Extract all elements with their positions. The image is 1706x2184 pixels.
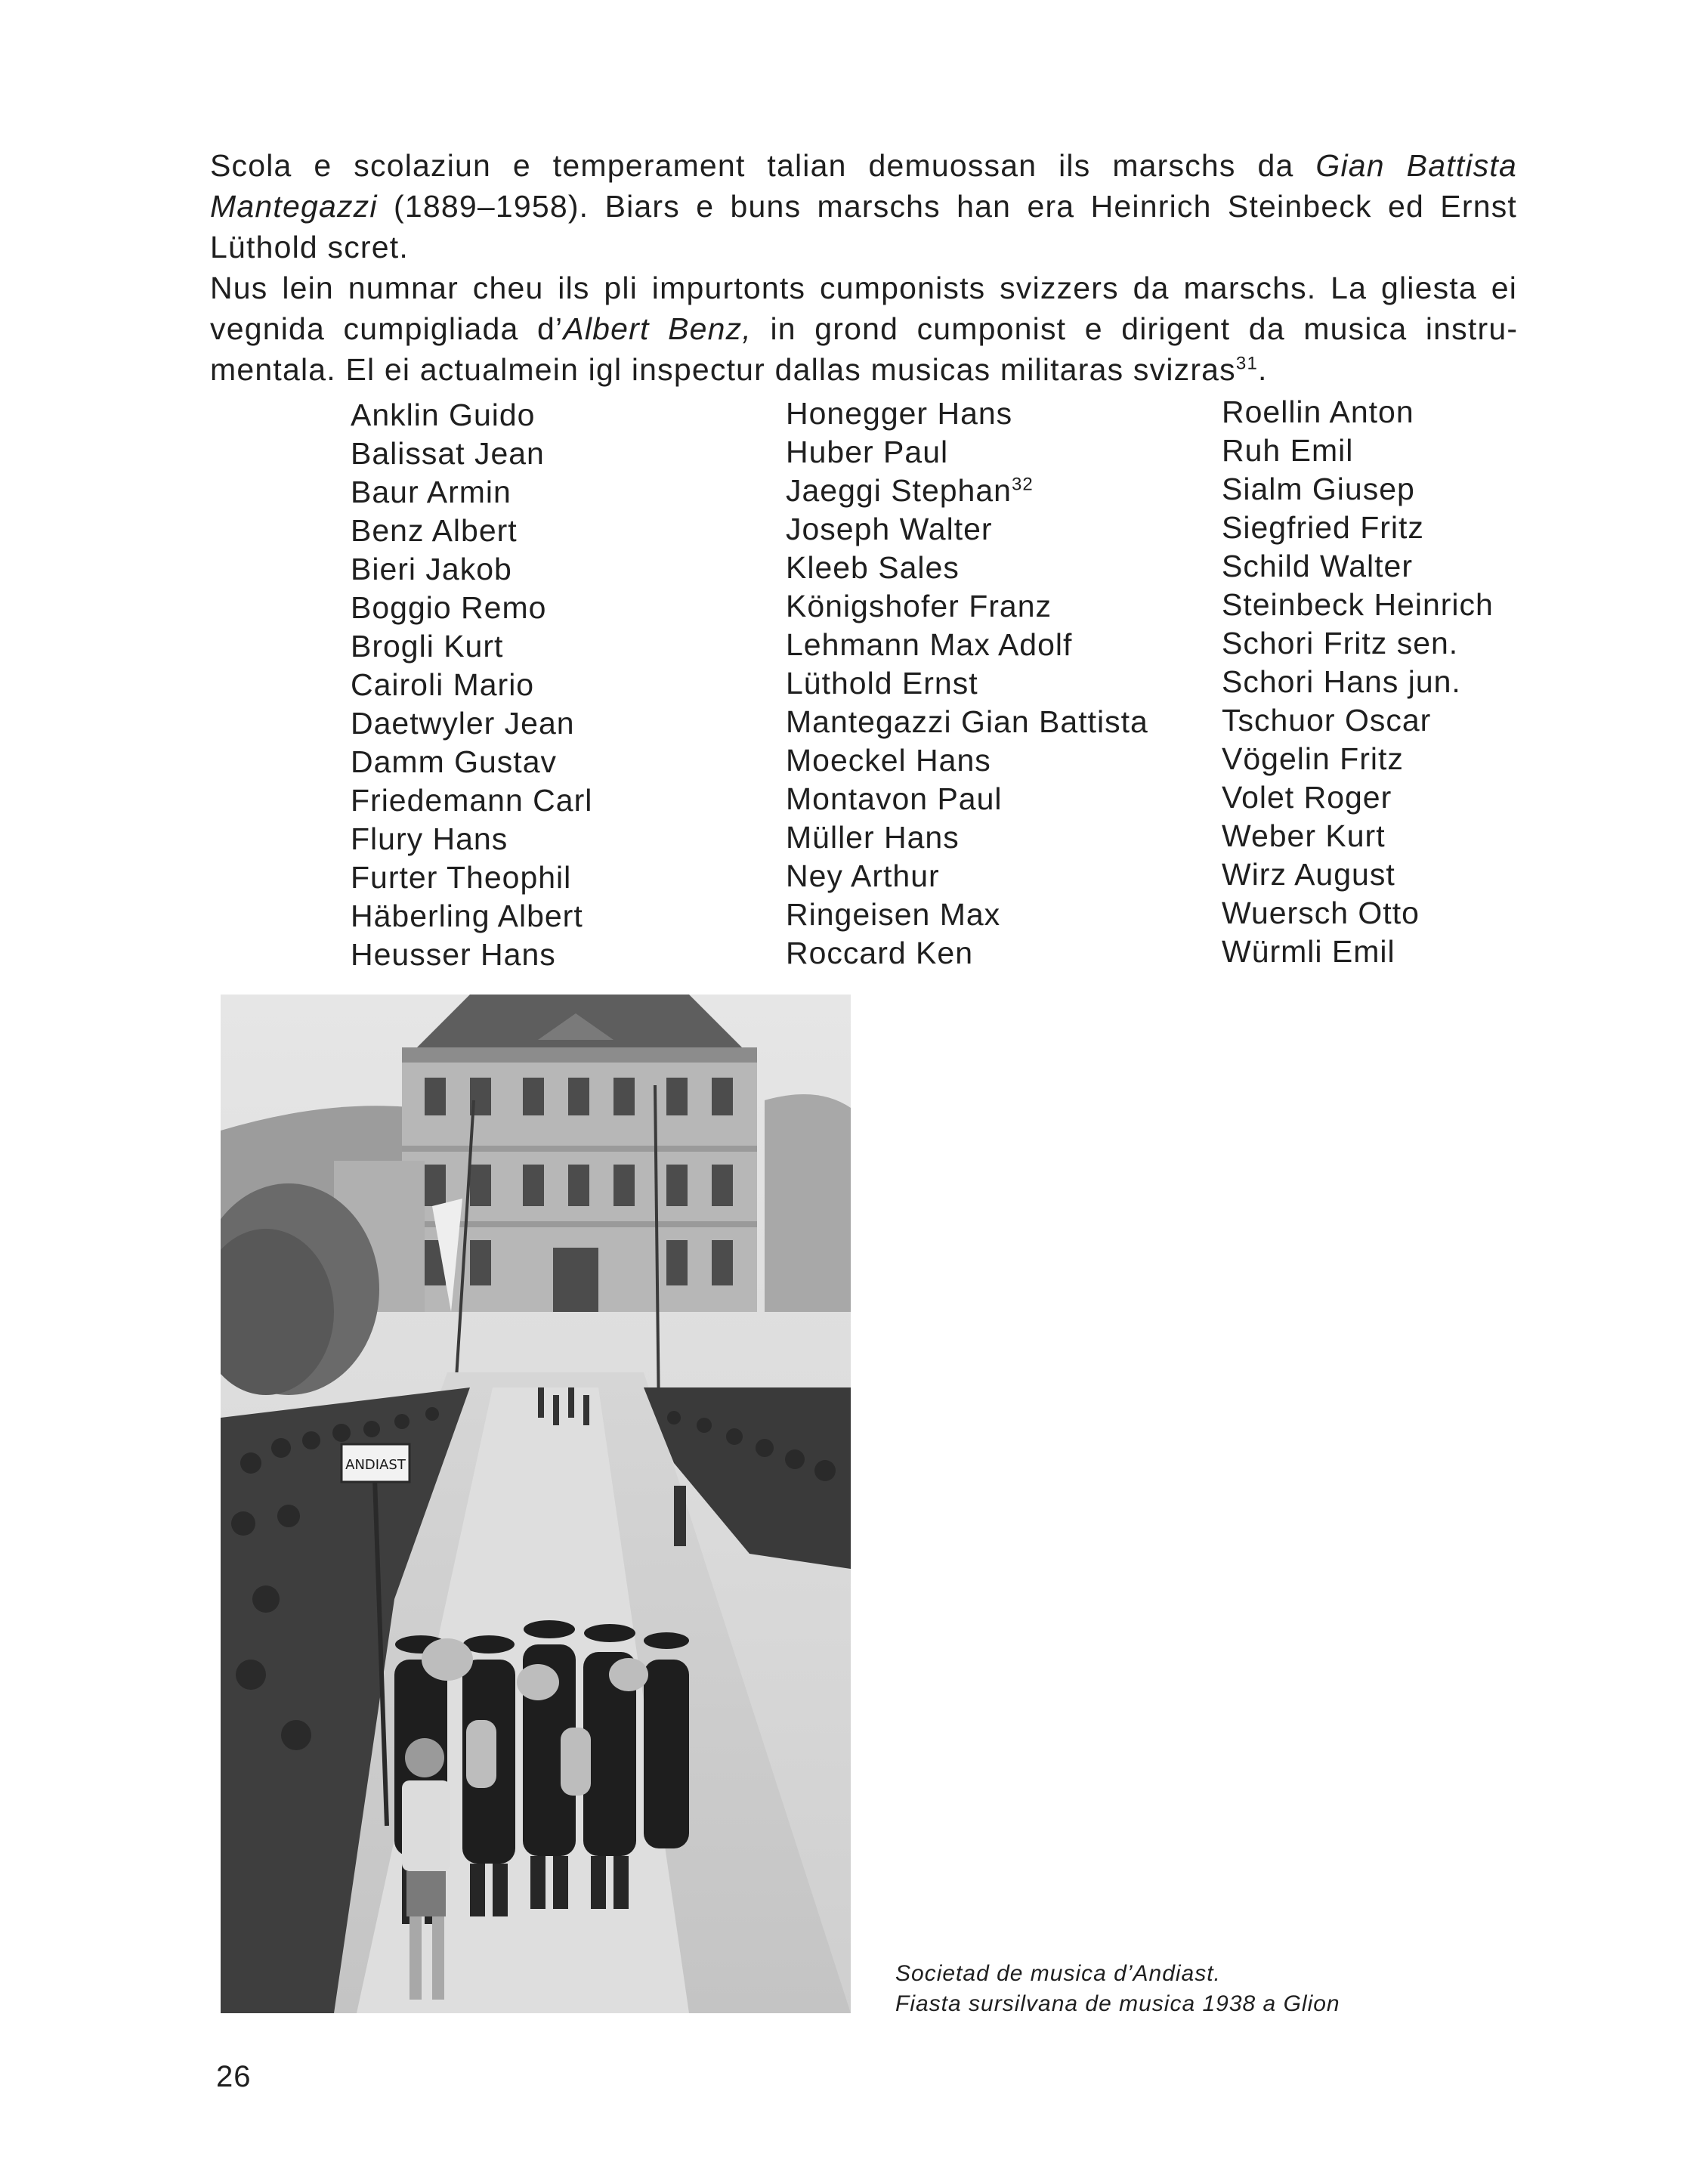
caption-line-2: Fiasta sursilvana de musica 1938 a Glion: [895, 1991, 1340, 2016]
list-item: [786, 472, 1148, 510]
list-item: Furter Theophil: [351, 860, 572, 895]
list-item: Boggio Remo: [351, 590, 547, 625]
list-item: Friedemann Carl: [351, 783, 593, 818]
footnote-marker-31: 31: [1235, 353, 1258, 374]
list-item: Ringeisen Max: [786, 897, 1001, 932]
composer-list-column-1: [351, 396, 592, 974]
list-item: Flury Hans: [351, 821, 508, 856]
list-item: Baur Armin: [351, 475, 511, 509]
list-item: Weber Kurt: [1222, 818, 1386, 853]
brass-band-parade-photo: [221, 995, 851, 2013]
list-item: Cairoli Mario: [351, 667, 535, 702]
composer-list-column-2: [786, 394, 1148, 973]
intro-p2-text-end: in grond cumponist e dirigent da musica instrumentala. El ei actualmein igl inspectur dallas musicas militaras svizras: [210, 311, 1517, 387]
list-item: Königshofer Franz: [786, 589, 1052, 623]
list-item: Ruh Emil: [1222, 433, 1354, 468]
list-item: Sialm Giusep: [1222, 472, 1415, 506]
list-item: Wuersch Otto: [1222, 896, 1420, 930]
list-item: Huber Paul: [786, 435, 949, 469]
composer-list-column-3: [1222, 393, 1494, 971]
intro-p1-italic-name: Gian Battista Mantegazzi: [210, 148, 1517, 224]
intro-p1-text-end: (1889–1958). Biars e buns marschs han era Heinrich Steinbeck ed Ernst Lüthold scret.: [210, 189, 1517, 264]
list-item: Roccard Ken: [786, 936, 974, 970]
list-item: Honegger Hans: [786, 396, 1013, 431]
list-item: Müller Hans: [786, 820, 960, 855]
list-item: Steinbeck Heinrich: [1222, 587, 1494, 622]
list-item: Brogli Kurt: [351, 629, 504, 664]
sign-text: ANDIAST: [345, 1457, 406, 1473]
intro-p1-text: Scola e scolaziun e temperament talian demuossan ils marschs da: [210, 148, 1316, 183]
list-item: Schori Hans jun.: [1222, 664, 1461, 699]
caption-line-1: Societad de musica d’Andiast.: [895, 1961, 1221, 1986]
list-item: Damm Gustav: [351, 744, 557, 779]
list-item: Schild Walter: [1222, 549, 1413, 583]
list-item: Volet Roger: [1222, 780, 1392, 815]
list-item: Anklin Guido: [351, 398, 536, 432]
list-item: Häberling Albert: [351, 899, 583, 933]
list-item: Ney Arthur: [786, 858, 940, 893]
photo-caption: [895, 1959, 1340, 2019]
list-item: Wirz August: [1222, 857, 1395, 892]
intro-p2-text: Nus lein numnar cheu ils pli impurtonts cumponists svizzers da marschs. La gliesta ei vegnida cumpigliada d’: [210, 271, 1517, 346]
list-item-text: Jaeggi Stephan: [786, 473, 1012, 508]
list-item: Würmli Emil: [1222, 934, 1395, 969]
footnote-marker-32: 32: [1011, 474, 1034, 495]
list-item: Montavon Paul: [786, 781, 1003, 816]
list-item: Schori Fritz sen.: [1222, 626, 1459, 660]
list-item: Balissat Jean: [351, 436, 545, 471]
list-item: Mantegazzi Gian Battista: [786, 704, 1148, 739]
list-item: Bieri Jakob: [351, 552, 512, 586]
intro-text: [210, 145, 1517, 390]
list-item: Heusser Hans: [351, 937, 556, 972]
list-item: Kleeb Sales: [786, 550, 960, 585]
intro-p2-italic-name: Albert Benz,: [563, 311, 752, 346]
page-number: 26: [216, 2060, 252, 2093]
intro-paragraph-2: [210, 268, 1517, 390]
list-item: Tschuor Oscar: [1222, 703, 1432, 738]
intro-p2-period: .: [1258, 352, 1268, 387]
intro-paragraph-1: [210, 145, 1517, 268]
list-item: Lüthold Ernst: [786, 666, 978, 701]
list-item: Roellin Anton: [1222, 394, 1414, 429]
list-item: Daetwyler Jean: [351, 706, 575, 741]
list-item: Siegfried Fritz: [1222, 510, 1424, 545]
list-item: Vögelin Fritz: [1222, 741, 1404, 776]
list-item: Lehmann Max Adolf: [786, 627, 1073, 662]
list-item: Moeckel Hans: [786, 743, 991, 778]
list-item: Benz Albert: [351, 513, 518, 548]
list-item: Joseph Walter: [786, 512, 993, 546]
